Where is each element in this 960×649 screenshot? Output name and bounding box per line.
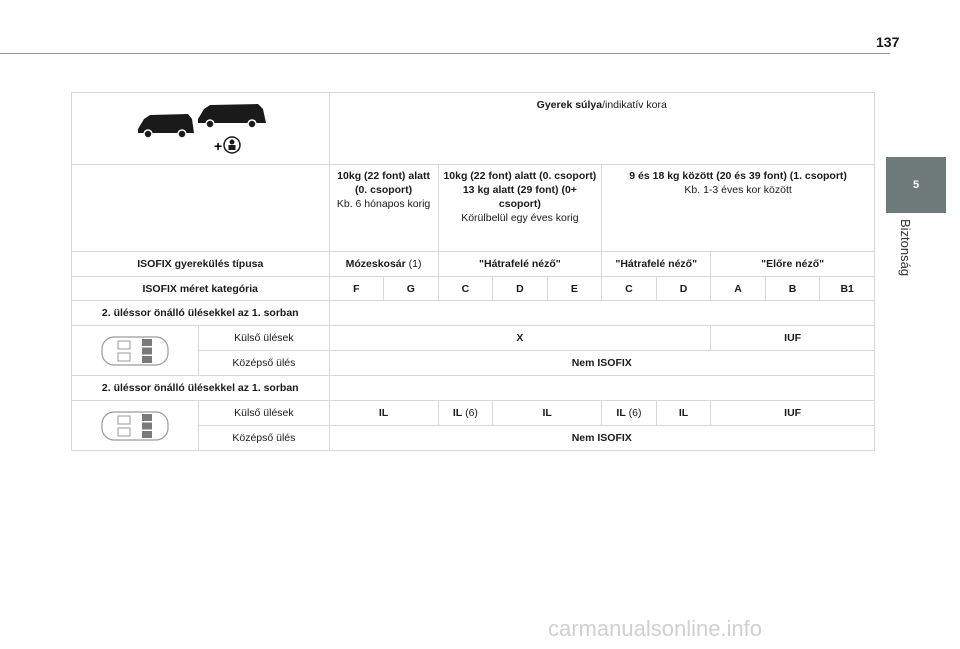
- size-cell: G: [384, 277, 439, 301]
- weight-group-1-bold: 9 és 18 kg között (20 és 39 font) (1. csoport): [629, 170, 847, 182]
- il-label: IL: [452, 407, 463, 419]
- weight-group-0plus-bold: 10kg (22 font) alatt (0. csoport) 13 kg alatt (29 font) (0+ csoport): [443, 170, 597, 210]
- il-value: IL: [656, 401, 711, 426]
- type-row-label: ISOFIX gyerekülés típusa: [72, 252, 330, 277]
- il-value: IL: [493, 401, 602, 426]
- weight-group-0: [329, 165, 438, 252]
- isofix-table: [71, 92, 875, 451]
- empty-cell: [329, 376, 874, 401]
- header-rule: [0, 53, 890, 54]
- iuf-value: IUF: [711, 401, 875, 426]
- il-ref: (6): [462, 407, 478, 419]
- center-value-2: Nem ISOFIX: [329, 426, 874, 451]
- svg-text:+: +: [214, 138, 223, 154]
- il-label: IL: [616, 407, 626, 419]
- size-cell: B: [765, 277, 820, 301]
- size-cell: C: [602, 277, 657, 301]
- size-cell: C: [438, 277, 493, 301]
- outer-iuf-value: IUF: [711, 326, 875, 351]
- size-cell: A: [711, 277, 766, 301]
- section-tab[interactable]: 5: [886, 157, 946, 213]
- weight-group-0-age: Kb. 6 hónapos korig: [336, 198, 431, 210]
- size-cell: B1: [820, 277, 875, 301]
- weight-header: [329, 93, 874, 165]
- center-seat-label-1: Középső ülés: [199, 351, 329, 376]
- seat-layout-2: [72, 401, 199, 451]
- seat-layout-1: [72, 326, 199, 376]
- weight-group-1-age: Kb. 1-3 éves kor között: [684, 184, 792, 196]
- type-mozeskosar-label: Mózeskosár: [345, 258, 406, 270]
- section-label: Biztonság: [898, 219, 913, 277]
- type-mozeskosar: [329, 252, 438, 277]
- seat-layout-icon: [100, 333, 170, 369]
- empty-cell: [72, 165, 330, 252]
- center-value-1: Nem ISOFIX: [329, 351, 874, 376]
- type-hatrafele-1: "Hátrafelé néző": [438, 252, 602, 277]
- page-number: 137: [876, 34, 900, 50]
- il-value-ref: [438, 401, 493, 426]
- type-elore: "Előre néző": [711, 252, 875, 277]
- weight-group-0plus-age: Körülbelül egy éves korig: [461, 212, 579, 224]
- il-value: IL: [329, 401, 438, 426]
- outer-seats-label-1: Külső ülések: [199, 326, 329, 351]
- vehicle-icon-cell: [72, 93, 330, 165]
- empty-cell: [329, 301, 874, 326]
- section-2-title: 2. üléssor önálló ülésekkel az 1. sorban: [72, 376, 330, 401]
- size-cell: D: [493, 277, 548, 301]
- size-row-label: ISOFIX méret kategória: [72, 277, 330, 301]
- il-value-ref: [602, 401, 657, 426]
- vehicle-icon: [130, 99, 270, 155]
- size-cell: F: [329, 277, 384, 301]
- type-hatrafele-2: "Hátrafelé néző": [602, 252, 711, 277]
- weight-header-rest: /indikatív kora: [602, 99, 667, 111]
- section-1-title: 2. üléssor önálló ülésekkel az 1. sorban: [72, 301, 330, 326]
- weight-group-1: [602, 165, 875, 252]
- center-seat-label-2: Középső ülés: [199, 426, 329, 451]
- weight-group-0plus: [438, 165, 602, 252]
- seat-layout-icon: [100, 408, 170, 444]
- type-mozeskosar-ref: (1): [405, 258, 422, 270]
- size-cell: E: [547, 277, 602, 301]
- size-cell: D: [656, 277, 711, 301]
- il-ref: (6): [625, 407, 642, 419]
- outer-seats-label-2: Külső ülések: [199, 401, 329, 426]
- watermark: carmanualsonline.info: [548, 616, 763, 641]
- outer-x-value: X: [329, 326, 711, 351]
- weight-group-0-bold: 10kg (22 font) alatt (0. csoport): [337, 170, 430, 196]
- weight-header-bold: Gyerek súlya: [536, 99, 603, 111]
